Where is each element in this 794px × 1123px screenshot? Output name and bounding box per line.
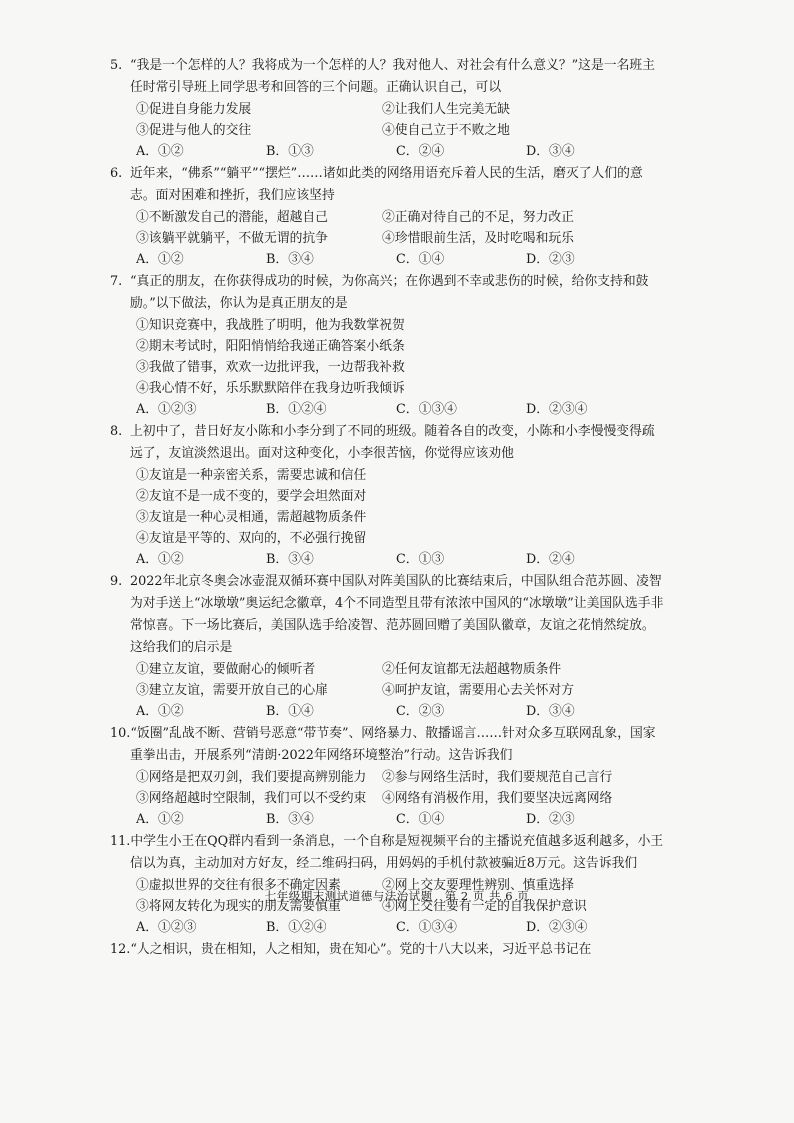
option-item: ①不断激发自己的潜能，超越自己 [136, 210, 328, 225]
answer-choice: D．②③ [526, 252, 575, 267]
question-0 [110, 55, 665, 162]
option-item: ①促进自身能力发展 [136, 102, 252, 117]
option-item: ②正确对待自己的不足，努力改正 [382, 210, 574, 225]
answer-choice: B．①②④ [266, 920, 327, 935]
question-stem [110, 271, 665, 315]
option-item: ②期末考试时，阳阳悄悄给我递正确答案小纸条 [136, 339, 405, 354]
answer-choice: A．①②③ [136, 920, 197, 935]
question-number: 6. [110, 166, 123, 181]
question-text: 近年来，“佛系”“躺平”“摆烂”……诸如此类的网络用语充斥着人民的生活，磨灭了人们的意志。面对困难和挫折，我们应该坚持 [130, 166, 643, 203]
answer-choice: B．③④ [266, 252, 314, 267]
answer-choice: C．①③④ [396, 402, 457, 417]
question-number: 9. [110, 574, 123, 589]
question-stem [110, 421, 665, 465]
option-item: ①友谊是一种亲密关系，需要忠诚和信任 [136, 468, 367, 483]
question-number: 10. [110, 726, 131, 741]
answer-choice: C．②④ [396, 144, 445, 159]
answer-choice: D．②③④ [526, 402, 588, 417]
option-item: ①虚拟世界的交往有很多不确定因素 [136, 878, 341, 893]
option-row [110, 228, 665, 249]
answer-choice: A．①② [136, 144, 184, 159]
question-text: 上初中了，昔日好友小陈和小李分到了不同的班级。随着各自的改变，小陈和小李慢慢变得疏远了，友谊淡然退出。面对这种变化，小李很苦恼，你觉得应该劝他 [130, 424, 655, 461]
option-row [110, 207, 665, 228]
question-3 [110, 421, 665, 570]
page-footer: 七年级期末测试道德与法治试题 第 2 页 共 6 页 [264, 889, 530, 903]
question-stem [110, 163, 665, 207]
option-row [110, 120, 665, 141]
answer-choice: A．①② [136, 252, 184, 267]
option-item: ③将网友转化为现实的朋友需要慎重 [136, 899, 341, 914]
option-item: ③我做了错事，欢欢一边批评我，一边帮我补救 [136, 360, 405, 375]
question-stem [110, 55, 665, 99]
option-item: ②参与网络生活时，我们要规范自己言行 [382, 770, 613, 785]
option-item: ③网络超越时空限制，我们可以不受约束 [136, 791, 367, 806]
option-row [110, 767, 665, 788]
answer-choice: C．①④ [396, 252, 445, 267]
option-item: ②让我们人生完美无缺 [382, 102, 510, 117]
answer-choice: A．①② [136, 704, 184, 719]
question-text: “人之相识，贵在相知，人之相知，贵在知心”。党的十八大以来，习近平总书记在 [130, 942, 592, 957]
option-item: ①建立友谊，要做耐心的倾听者 [136, 662, 316, 677]
answer-choice: C．②③ [396, 704, 445, 719]
option-item: ③友谊是一种心灵相通，需超越物质条件 [136, 510, 367, 525]
answer-choice: A．①② [136, 812, 184, 827]
answer-choices [110, 249, 665, 270]
option-item: ③促进与他人的交往 [136, 123, 252, 138]
question-5 [110, 723, 665, 830]
option-row [110, 680, 665, 701]
answer-choice: D．②④ [526, 552, 575, 567]
option-row [110, 788, 665, 809]
question-1 [110, 163, 665, 270]
option-item: ④呵护友谊，需要用心去关怀对方 [382, 683, 574, 698]
answer-choice: B．③④ [266, 812, 314, 827]
answer-choice: B．③④ [266, 552, 314, 567]
question-7 [110, 939, 665, 961]
answer-choice: D．②③④ [526, 920, 588, 935]
option-row [110, 99, 665, 120]
question-text: “真正的朋友，在你获得成功的时候，为你高兴；在你遇到不幸或悲伤的时候，给你支持和鼓励。”以下做法，你认为是真正朋友的是 [130, 274, 649, 311]
option-item: ④网上交往要有一定的自我保护意识 [382, 899, 587, 914]
option-item: ④我心情不好，乐乐默默陪伴在我身边听我倾诉 [136, 381, 405, 396]
answer-choice: B．①②④ [266, 402, 327, 417]
answer-choices [110, 549, 665, 570]
answer-choices [110, 701, 665, 722]
question-text: 2022年北京冬奥会冰壶混双循环赛中国队对阵美国队的比赛结束后，中国队组合范苏圆、凌智为对手送上“冰墩墩”奥运纪念徽章，4个不同造型且带有浓浓中国风的“冰墩墩”让美国队选手非常惊喜。下一场比赛后，美国队选手给凌智、范苏圆回赠了美国队徽章，友谊之花悄然绽放。这给我们的启示是 [130, 574, 664, 655]
option-item: ①知识竞赛中，我战胜了明明，他为我数掌祝贺 [136, 318, 405, 333]
answer-choice: B．①③ [266, 144, 314, 159]
question-number: 7. [110, 274, 123, 289]
option-item: ③建立友谊，需要开放自己的心扉 [136, 683, 328, 698]
question-number: 12. [110, 942, 131, 957]
question-stem [110, 939, 665, 961]
option-item: ②友谊不是一成不变的，要学会坦然面对 [136, 489, 367, 504]
question-text: “我是一个怎样的人？我将成为一个怎样的人？我对他人、对社会有什么意义？”这是一名班主任时常引导班上同学思考和回答的三个问题。正确认识自己，可以 [130, 58, 655, 95]
question-text: 中学生小王在QQ群内看到一条消息，一个自称是短视频平台的主播说充值越多返利越多，小王信以为真，主动加对方好友，经二维码扫码，用妈妈的手机付款被骗近8万元。这告诉我们 [130, 834, 664, 871]
option-item: ①网络是把双刃剑，我们要提高辨别能力 [136, 770, 367, 785]
answer-choice: C．①③④ [396, 920, 457, 935]
question-text: “饭圈”乱战不断、营销号恶意“带节奏”、网络暴力、散播谣言……针对众多互联网乱象，国家重拳出击，开展系列“清朗·2022年网络环境整治”行动。这告诉我们 [130, 726, 656, 763]
answer-choices [110, 141, 665, 162]
option-item: ④珍惜眼前生活，及时吃喝和玩乐 [382, 231, 574, 246]
question-stem [110, 723, 665, 767]
answer-choice: B．①④ [266, 704, 314, 719]
answer-choice: C．①④ [396, 812, 445, 827]
question-list [110, 55, 665, 962]
option-item: ④网络有消极作用，我们要坚决远离网络 [382, 791, 613, 806]
question-4 [110, 571, 665, 722]
answer-choices [110, 809, 665, 830]
answer-choices [110, 917, 665, 938]
option-item: ②网上交友要理性辨别、慎重选择 [382, 878, 574, 893]
option-item: ④使自己立于不败之地 [382, 123, 510, 138]
option-item: ②任何友谊都无法超越物质条件 [382, 662, 562, 677]
question-number: 11. [110, 834, 131, 849]
answer-choice: A．①②③ [136, 402, 197, 417]
answer-choice: D．③④ [526, 144, 575, 159]
question-stem [110, 571, 665, 659]
answer-choice: D．②③ [526, 812, 575, 827]
answer-choices [110, 399, 665, 420]
question-2 [110, 271, 665, 420]
answer-choice: D．③④ [526, 704, 575, 719]
question-stem [110, 831, 665, 875]
answer-choice: C．①③ [396, 552, 445, 567]
question-number: 5. [110, 58, 123, 73]
question-6 [110, 831, 665, 938]
answer-choice: A．①② [136, 552, 184, 567]
question-number: 8. [110, 424, 123, 439]
option-row [110, 659, 665, 680]
option-item: ④友谊是平等的、双向的，不必强行挽留 [136, 531, 367, 546]
option-item: ③该躺平就躺平，不做无谓的抗争 [136, 231, 328, 246]
